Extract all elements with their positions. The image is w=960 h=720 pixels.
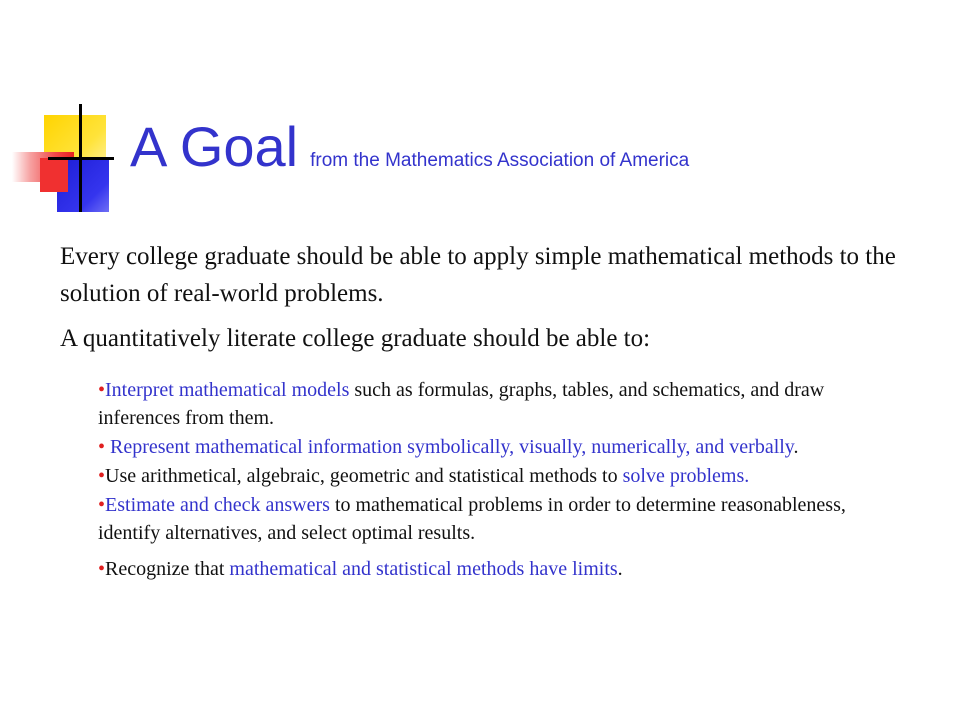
bullet-text: . <box>744 465 750 487</box>
bullet-highlight: Estimate and check answers <box>105 494 330 516</box>
bullet-item <box>98 462 868 490</box>
intro-paragraph: Every college graduate should be able to apply simple mathematical methods to the solution of real-world problems. <box>60 243 896 307</box>
bullet-highlight: mathematical and statistical methods have limits <box>229 558 618 580</box>
logo-horizontal-line <box>48 157 114 160</box>
bullet-highlight: Interpret mathematical models <box>105 379 350 401</box>
bullet-marker: • <box>98 558 106 580</box>
bullet-marker: • <box>98 494 106 516</box>
bullet-item <box>98 433 868 461</box>
lead-paragraph: A quantitatively literate college graduate should be able to: <box>60 325 651 352</box>
bullet-marker: • <box>98 379 106 401</box>
title-row <box>130 114 689 180</box>
bullet-text: to mathematical problems in order to determine reasonableness, identify alternatives, and select optimal results. <box>98 494 846 544</box>
bullet-text: Use arithmetical, algebraic, geometric and statistical methods to <box>105 465 623 487</box>
bullet-text: . <box>617 558 623 580</box>
bullet-list <box>98 376 868 584</box>
bullet-item <box>98 491 868 547</box>
bullet-marker: • <box>98 436 106 458</box>
bullet-item <box>98 555 868 583</box>
bullet-item <box>98 376 868 432</box>
logo-red-square <box>40 158 68 192</box>
bullet-text: . <box>793 436 799 458</box>
bullet-text: such as formulas, graphs, tables, and schematics, and draw inferences from them. <box>98 379 825 429</box>
bullet-highlight: Represent mathematical information symbolically, visually, numerically, and verbally <box>110 436 794 458</box>
slide-subtitle: from the Mathematics Association of America <box>310 150 690 171</box>
bullet-marker: • <box>98 465 106 487</box>
bullet-highlight: solve problems <box>622 465 745 487</box>
slide-title: A Goal <box>130 115 299 178</box>
bullet-text: Recognize that <box>105 558 230 580</box>
